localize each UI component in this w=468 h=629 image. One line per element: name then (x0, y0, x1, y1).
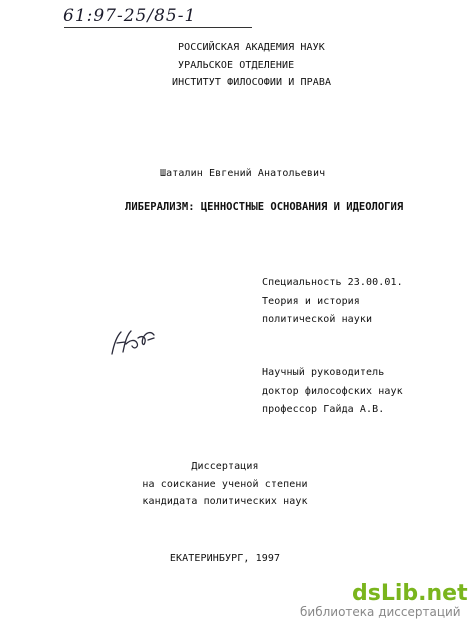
watermark-logo-main: dsLib (352, 581, 419, 606)
specialty-line-1: Специальность 23.00.01. (262, 277, 403, 288)
specialty-line-2: Теория и история (262, 296, 360, 307)
dissertation-line-3: кандидата политических наук (142, 496, 308, 507)
supervisor-line-1: Научный руководитель (262, 367, 385, 378)
dissertation-line-2: на соискание ученой степени (142, 479, 308, 490)
specialty-line-3: политической науки (262, 314, 373, 325)
header-line-2: УРАЛЬСКОЕ ОТДЕЛЕНИЕ (178, 60, 295, 71)
watermark-logo (352, 581, 468, 606)
dissertation-title: ЛИБЕРАЛИЗМ: ЦЕННОСТНЫЕ ОСНОВАНИЯ И ИДЕОЛОГИЯ (125, 201, 404, 213)
accession-code: 61:97-25/85-1 (63, 6, 197, 26)
supervisor-line-2: доктор философских наук (262, 386, 403, 397)
supervisor-line-3: профессор Гайда А.В. (262, 404, 385, 415)
header-line-3: ИНСТИТУТ ФИЛОСОФИИ И ПРАВА (172, 77, 332, 88)
dissertation-line-1: Диссертация (191, 461, 259, 472)
header-line-1: РОССИЙСКАЯ АКАДЕМИЯ НАУК (178, 42, 325, 53)
signature-scribble (108, 326, 158, 358)
signature (108, 326, 158, 362)
city-year: ЕКАТЕРИНБУРГ, 1997 (169, 553, 281, 564)
author-name: Шаталин Евгений Анатольевич (160, 168, 326, 179)
accession-underline (64, 27, 252, 28)
watermark-subtitle: библиотека диссертаций (300, 605, 461, 619)
watermark-logo-domain: .net (418, 581, 468, 606)
